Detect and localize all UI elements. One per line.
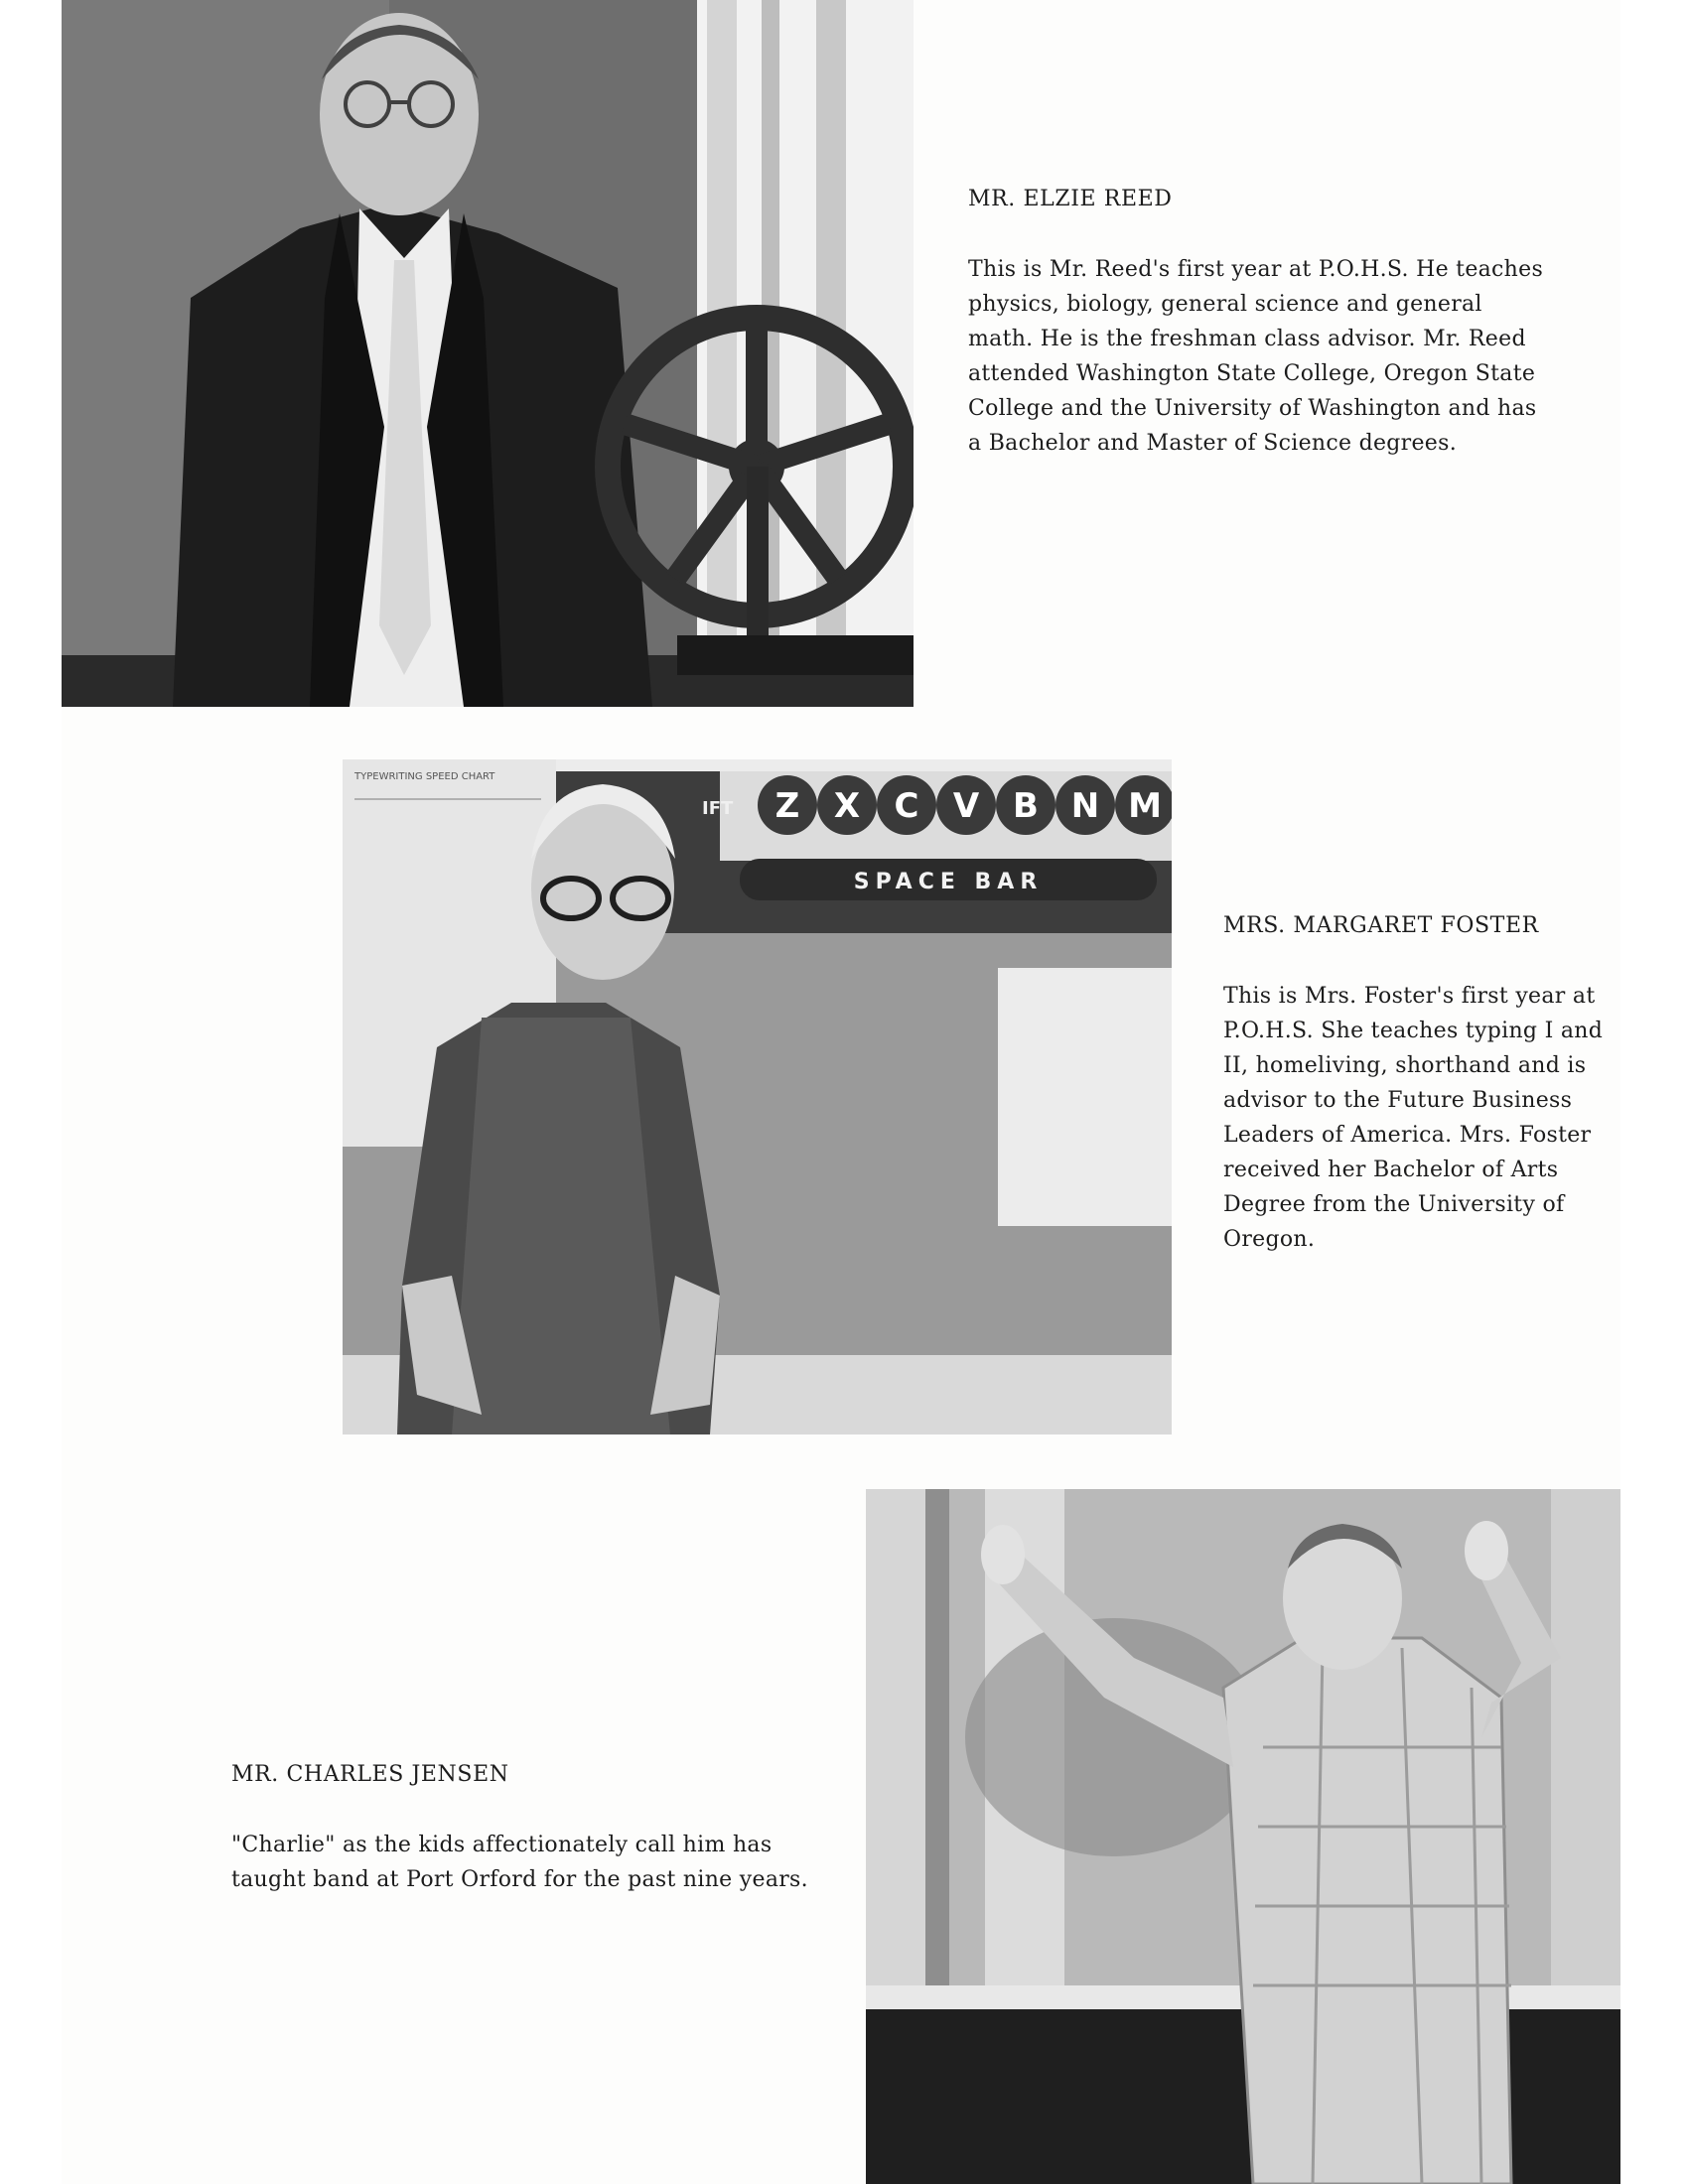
bio-margaret-foster xyxy=(1223,908,1616,1257)
teacher-name: MR. ELZIE REED xyxy=(968,187,1173,211)
key-m: M xyxy=(1128,786,1162,826)
bio-elzie-reed xyxy=(968,182,1544,461)
key-v: V xyxy=(952,786,980,826)
key-z: Z xyxy=(774,786,800,826)
teacher-bio: "Charlie" as the kids affectionately call him has taught band at Port Orford for the past nine years. xyxy=(231,1833,808,1892)
teacher-bio: This is Mr. Reed's first year at P.O.H.S. He teaches physics, biology, general science and general math. He is the freshman class advisor. Mr. Reed attended Washington State College, Oregon State College and the University of Washington and has a Bachelor and Master of Science degrees. xyxy=(968,257,1544,456)
shift-key-label: IFT xyxy=(702,798,734,819)
photo-margaret-foster xyxy=(343,759,1172,1434)
photo-charles-jensen xyxy=(866,1489,1620,2184)
teacher-name: MR. CHARLES JENSEN xyxy=(231,1762,509,1787)
page-margin-left xyxy=(0,0,62,2184)
photo-elzie-reed xyxy=(62,0,914,707)
bio-charles-jensen xyxy=(231,1757,827,1897)
teacher-bio: This is Mrs. Foster's first year at P.O.H.S. She teaches typing I and II, homeliving, shorthand and is advisor to the Future Business Leaders of America. Mrs. Foster received her Bachelor of Arts Degree from the University of Oregon. xyxy=(1223,984,1604,1252)
teacher-name: MRS. MARGARET FOSTER xyxy=(1223,913,1539,938)
key-n: N xyxy=(1070,786,1100,826)
key-b: B xyxy=(1013,786,1039,826)
key-c: C xyxy=(894,786,919,826)
space-bar-label: SPACE BAR xyxy=(853,870,1044,894)
key-x: X xyxy=(833,786,861,826)
speed-chart-title: TYPEWRITING SPEED CHART xyxy=(354,771,495,782)
page-margin-right xyxy=(1620,0,1688,2184)
